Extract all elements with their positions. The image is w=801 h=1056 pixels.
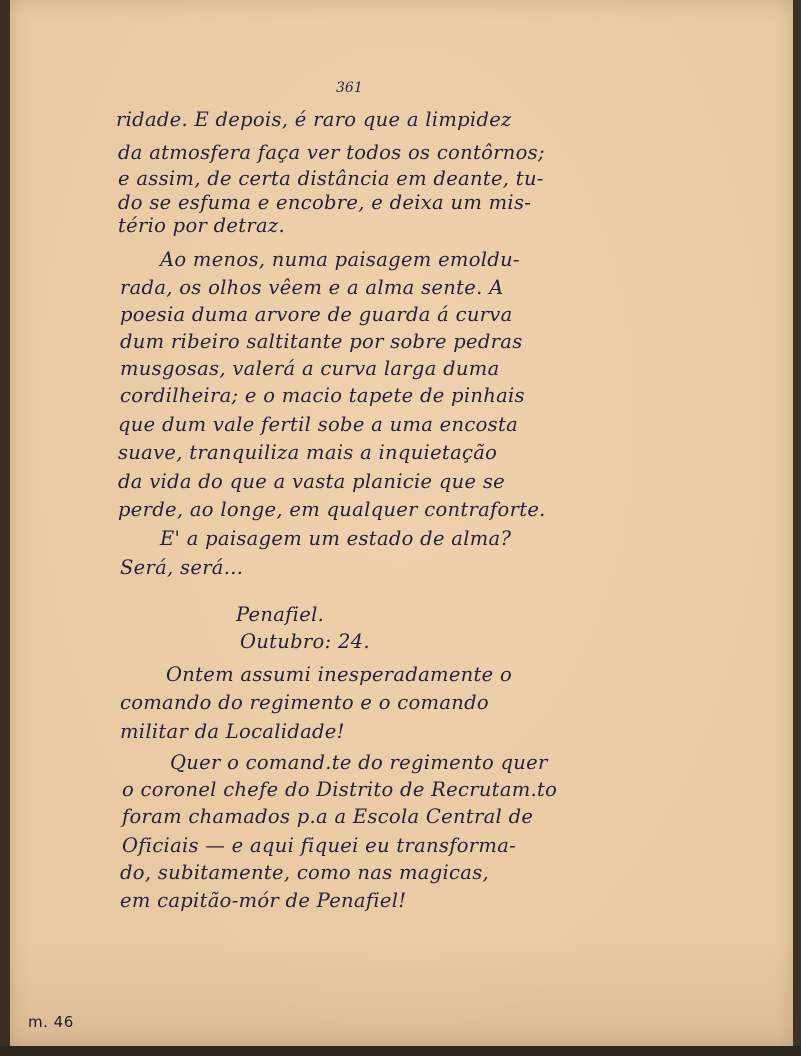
handwritten-line: suave, tranquiliza mais a inquietação xyxy=(118,441,498,464)
catalog-mark: m. 46 xyxy=(28,1013,74,1031)
page-number: 361 xyxy=(336,80,363,96)
handwritten-line: da vida do que a vasta planicie que se xyxy=(118,470,505,493)
handwritten-line: musgosas, valerá a curva larga duma xyxy=(120,357,500,380)
handwritten-line: que dum vale fertil sobe a uma encosta xyxy=(118,413,519,436)
handwritten-line: Penafiel. xyxy=(236,603,325,626)
handwritten-line: do se esfuma e encobre, e deixa um mis- xyxy=(118,191,532,214)
handwritten-line: e assim, de certa distância em deante, tu- xyxy=(118,167,544,190)
handwritten-line: Quer o comand.te do regimento quer xyxy=(170,751,548,774)
handwritten-line: cordilheira; e o macio tapete de pinhais xyxy=(120,384,525,407)
handwritten-line: Ao menos, numa paisagem emoldu- xyxy=(160,248,520,271)
handwritten-line: foram chamados p.a a Escola Central de xyxy=(122,805,534,828)
handwritten-line: dum ribeiro saltitante por sobre pedras xyxy=(120,330,523,353)
handwritten-line: perde, ao longe, em qualquer contraforte. xyxy=(118,498,546,521)
handwritten-line: em capitão-mór de Penafiel! xyxy=(120,889,407,912)
handwritten-line: tério por detraz. xyxy=(118,214,285,237)
scan-right-edge xyxy=(793,0,801,1056)
handwritten-line: da atmosfera faça ver todos os contôrnos; xyxy=(118,141,545,164)
handwritten-line: militar da Localidade! xyxy=(120,720,345,743)
handwritten-line: rada, os olhos vêem e a alma sente. A xyxy=(120,276,504,299)
handwritten-line: do, subitamente, como nas magicas, xyxy=(120,861,489,884)
scan-left-edge xyxy=(0,0,10,1056)
handwritten-line: Oficiais — e aqui fiquei eu transforma- xyxy=(122,834,517,857)
handwritten-line: Será, será... xyxy=(120,556,244,579)
handwritten-line: Outubro: 24. xyxy=(240,630,370,653)
handwritten-line: poesia duma arvore de guarda á curva xyxy=(120,303,513,326)
handwritten-line: ridade. E depois, é raro que a limpidez xyxy=(116,108,512,131)
handwritten-line: comando do regimento e o comando xyxy=(120,691,489,714)
scan-bottom-edge xyxy=(0,1046,801,1056)
handwritten-line: o coronel chefe do Distrito de Recrutam.to xyxy=(122,778,558,801)
handwritten-line: Ontem assumi inesperadamente o xyxy=(166,663,513,686)
handwritten-line: E' a paisagem um estado de alma? xyxy=(160,527,512,550)
